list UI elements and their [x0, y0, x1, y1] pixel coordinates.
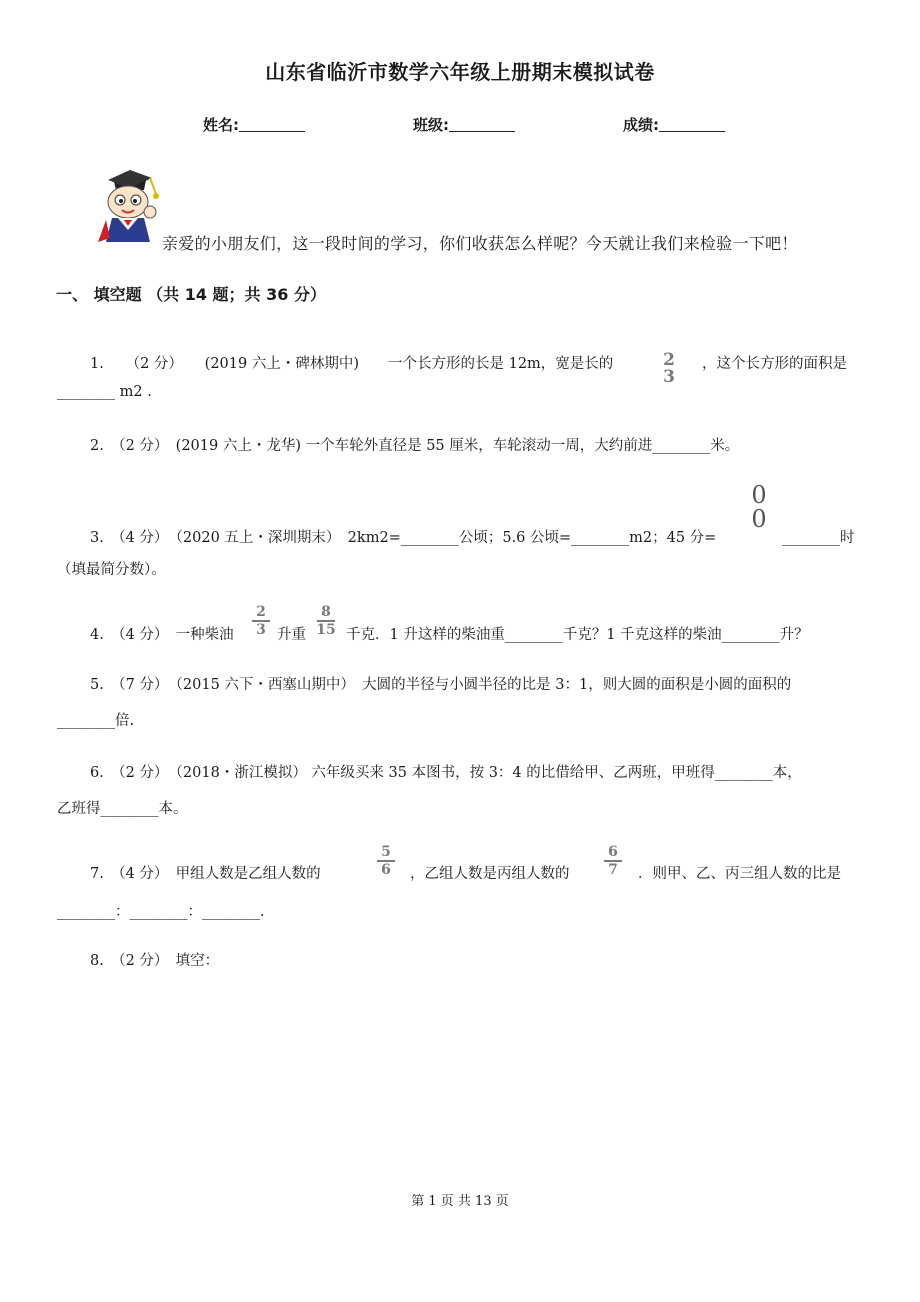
score-label: 成绩: — [623, 116, 659, 134]
question-4-fraction-1: 2 3 — [250, 605, 272, 637]
question-1-fraction: 2 3 — [663, 350, 675, 387]
question-7-text: 7. （4 分） 甲组人数是乙组人数的 — [90, 866, 321, 882]
question-6-text-b[interactable]: 乙班得________本。 — [57, 801, 188, 817]
question-7-text-c: ．则甲、乙、丙三组人数的比是 — [638, 866, 841, 882]
greeting-text: 亲爱的小朋友们，这一段时间的学习，你们收获怎么样呢？今天就让我们来检验一下吧！ — [162, 234, 798, 253]
name-field[interactable] — [203, 114, 305, 135]
question-2-text: 2. （2 分） (2019 六上・龙华) 一个车轮外直径是 55 厘米，车轮滚动一周，大约前进________米。 — [90, 438, 740, 454]
class-label: 班级: — [413, 116, 449, 134]
page-title: 山东省临沂市数学六年级上册期末模拟试卷 — [265, 60, 655, 84]
name-blank[interactable] — [239, 117, 305, 132]
mascot-icon — [90, 168, 164, 244]
class-blank[interactable] — [449, 117, 515, 132]
question-4-text: 4. （4 分） 一种柴油 — [90, 627, 234, 643]
question-1-text: 1. （2 分） (2019 六上・碑林期中) 一个长方形的长是 12m，宽是长的 — [90, 356, 614, 372]
question-8-text: 8. （2 分） 填空： — [90, 953, 220, 969]
question-7-blanks[interactable]: ________：________：________. — [57, 904, 265, 920]
page-footer: 第 1 页 共 13 页 — [411, 1194, 509, 1209]
question-4-text-b: 升重 — [277, 627, 306, 643]
question-7-fraction-1: 5 6 — [375, 845, 397, 877]
class-field[interactable] — [413, 114, 515, 135]
score-blank[interactable] — [659, 117, 725, 132]
question-3-text-b[interactable]: ________时 — [782, 530, 855, 546]
name-label: 姓名: — [203, 116, 239, 134]
question-4-text-c: 千克．1 升这样的柴油重________千克？1 千克这样的柴油________升？ — [346, 627, 809, 643]
question-3-text-c: （填最简分数）。 — [57, 562, 166, 578]
question-1-blank[interactable]: ________ m2 . — [57, 384, 152, 400]
question-4-fraction-2: 8 15 — [316, 604, 336, 638]
question-3-fraction: 0 0 — [751, 481, 767, 533]
question-1-text-b: ，这个长方形的面积是 — [702, 356, 847, 372]
question-5-blank[interactable]: ________倍. — [57, 713, 135, 729]
question-7-text-b: ，乙组人数是丙组人数的 — [410, 866, 570, 882]
question-7-fraction-2: 6 7 — [602, 845, 624, 877]
score-field[interactable] — [623, 114, 725, 135]
question-6-text: 6. （2 分） （2018・浙江模拟） 六年级买来 35 本图书，按 3：4 的比借给甲、乙两班，甲班得________本， — [90, 765, 802, 781]
question-5-text: 5. （7 分） （2015 六下・西塞山期中） 大圆的半径与小圆半径的比是 3：1，则大圆的面积是小圆的面积的 — [90, 677, 792, 693]
section-heading: 一、 填空题 （共 14 题；共 36 分） — [56, 285, 326, 304]
question-3-text: 3. （4 分） （2020 五上・深圳期末） 2km2=________公顷；5.6 公顷=________m2；45 分= — [90, 530, 717, 546]
